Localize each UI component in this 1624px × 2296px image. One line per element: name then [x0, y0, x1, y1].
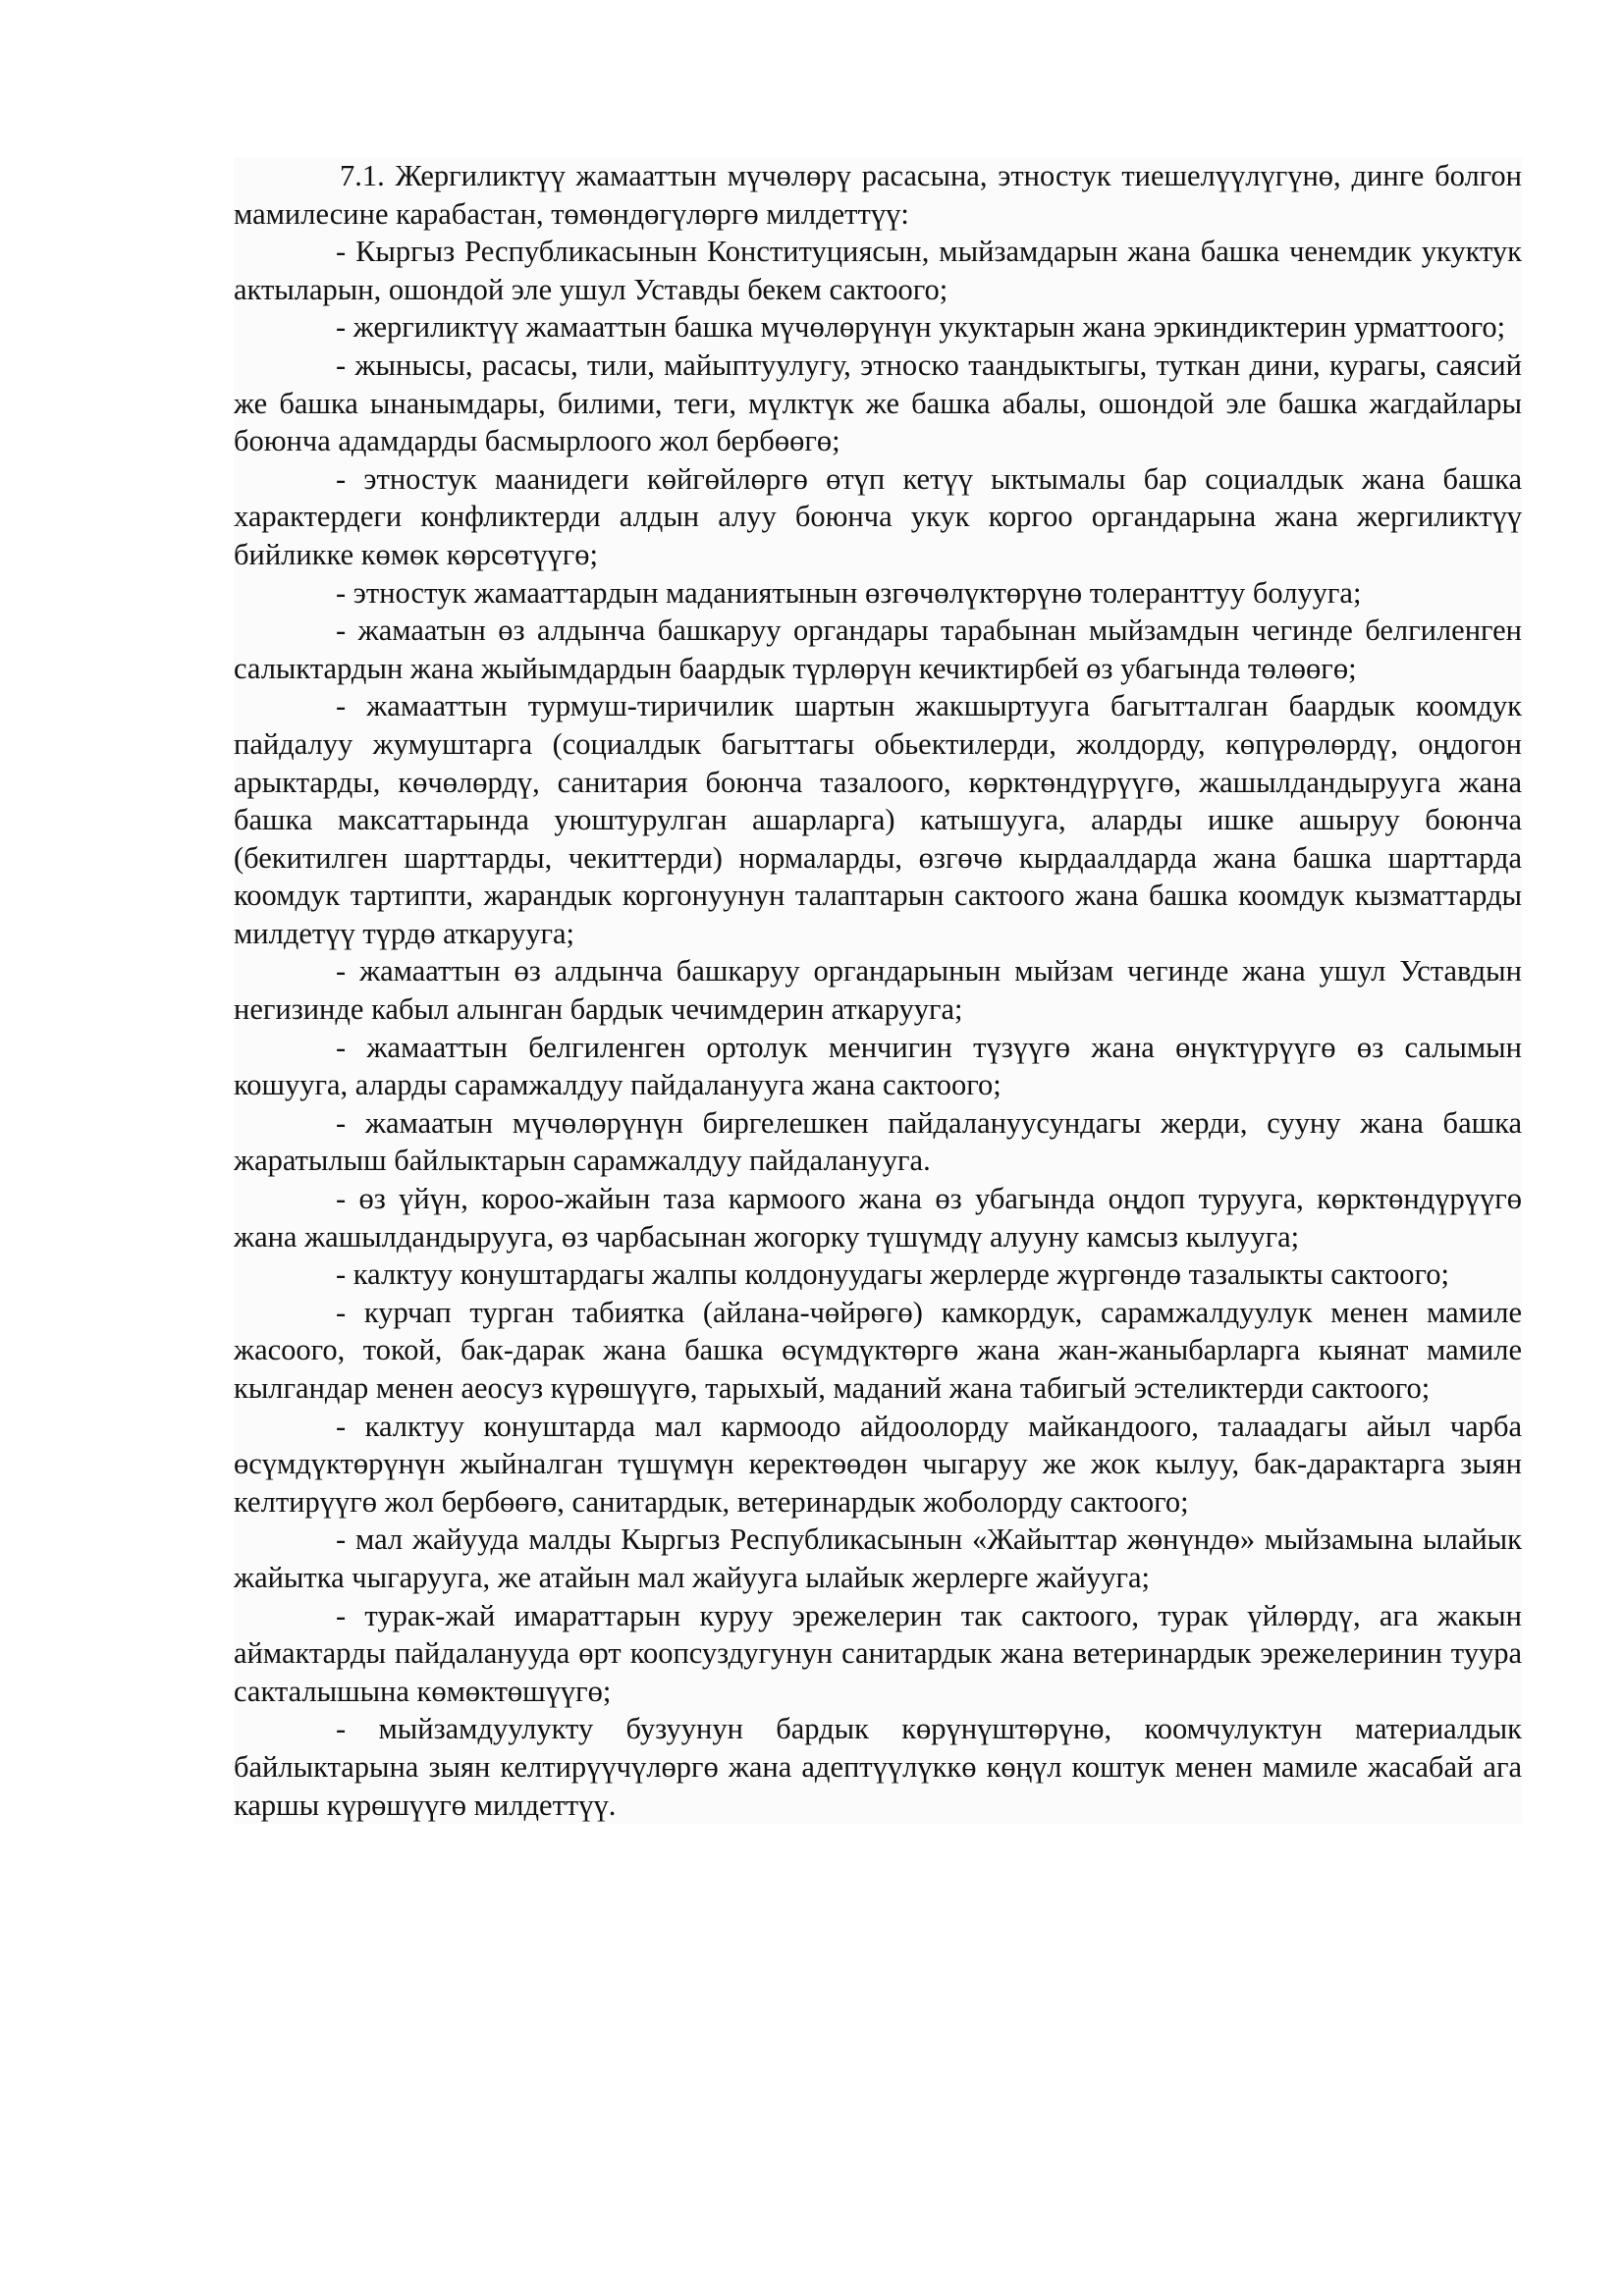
paragraph-obligation: - жамаатын өз алдынча башкаруу органдары тарабынан мыйзамдын чегинде белгиленген салыктардын жана жыйымдардын баардык түрлөрүн кечиктирбей өз убагында төлөөгө; [234, 614, 1522, 685]
paragraph-intro: 7.1. Жергиликтүү жамааттын мүчөлөрү расасына, этностук тиешелүүлүгүнө, динге болгон мамилесине карабастан, төмөндөгүлөргө милдеттүү: [234, 159, 1522, 231]
paragraph-obligation: - калктуу конуштарда мал кармоодо айдоолорду майкандоого, талаадагы айыл чарба өсүмдүктөрүнүн жыйналган түшүмүн керектөөдөн чыгаруу же жок кылуу, бак-дарактарга зыян келтирүүгө жол бербөөгө, санитардык, ветеринардык жоболорду сактоого; [234, 1409, 1522, 1519]
paragraph-obligation: - курчап турган табиятка (айлана-чөйрөгө) камкордук, сарамжалдуулук менен мамиле жасоого, токой, бак-дарак жана башка өсүмдүктөргө жана жан-жаныбарларга кыянат мамиле кылгандар менен аеосуз күрөшүүгө, тарыхый, маданий жана табигый эстеликтерди сактоого; [234, 1295, 1522, 1405]
paragraph-obligation: - жергиликтүү жамааттын башка мүчөлөрүнүн укуктарын жана эркиндиктерин урматтоого; [336, 310, 1506, 345]
paragraph-obligation: - турак-жай имараттарын куруу эрежелерин так сактоого, турак үйлөрдү, ага жакын аймактарды пайдаланууда өрт коопсуздугунун санитардык жана ветеринардык эрежелеринин туура сакталышына көмөктөшүүгө; [234, 1598, 1522, 1708]
paragraph-obligation: - этностук жамааттардын маданиятынын өзгөчөлүктөрүнө толеранттуу болууга; [336, 575, 1362, 610]
paragraph-obligation: - жынысы, расасы, тили, майыптуулугу, этноско таандыктыгы, туткан дини, курагы, саясий же башка ынанымдары, билими, теги, мүлктүк же башка абалы, ошондой эле башка жагдайлары боюнча адамдарды басмырлоого жол бербөөгө; [234, 347, 1522, 458]
paragraph-obligation: - жамааттын өз алдынча башкаруу органдарынын мыйзам чегинде жана ушул Уставдын негизинде кабыл алынган бардык чечимдерин аткарууга; [234, 954, 1522, 1027]
paragraph-obligation: - этностук маанидеги көйгөйлөргө өтүп кетүү ыктымалы бар социалдык жана башка характердеги конфликтерди алдын алуу боюнча укук коргоо органдарына жана жергиликтүү бийликке көмөк көрсөтүүгө; [234, 461, 1522, 571]
paragraph-obligation: - өз үйүн, короо-жайын таза кармоого жана өз убагында оңдоп турууга, көрктөндүрүүгө жана жашылдандырууга, өз чарбасынан жогорку түшүмдү алууну камсыз кылууга; [234, 1182, 1522, 1254]
paragraph-obligation: - мыйзамдуулукту бузуунун бардык көрүнүштөрүнө, коомчулуктун материалдык байлыктарына зыян келтирүүчүлөргө жана адептүүлүккө көңүл коштук менен мамиле жасабай ага каршы күрөшүүгө милдеттүү. [234, 1712, 1522, 1822]
document-body [234, 157, 1522, 1824]
paragraph-obligation: - жамааттын турмуш-тиричилик шартын жакшыртууга багытталган баардык коомдук пайдалуу жумуштарга (социалдык багыттагы обьектилерди, жолдорду, көпүрөлөрдү, оңдогон арыктарды, көчөлөрдү, санитария боюнча тазалоого, көрктөндүрүүгө, жашылдандырууга жана башка максаттарында уюштурулган ашарларга) катышууга, аларды ишке ашыруу боюнча (бекитилген шарттарды, чекиттерди) нормаларды, өзгөчө кырдаалдарда жана башка шарттарда коомдук тартипти, жарандык коргонуунун талаптарын сактоого жана башка коомдук кызматтарды милдетүү түрдө аткарууга; [234, 689, 1522, 950]
paragraph-obligation: - жамааттын белгиленген ортолук менчигин түзүүгө жана өнүктүрүүгө өз салымын кошууга, аларды сарамжалдуу пайдаланууга жана сактоого; [234, 1030, 1522, 1102]
paragraph-obligation: - калктуу конуштардагы жалпы колдонуудагы жерлерде жүргөндө тазалыкты сактоого; [336, 1257, 1450, 1292]
paragraph-obligation: - Кыргыз Республикасынын Конституциясын, мыйзамдарын жана башка ченемдик укуктук актыларын, ошондой эле ушул Уставды бекем сактоого; [234, 235, 1522, 306]
paragraph-obligation: - жамаатын мүчөлөрүнүн биргелешкен пайдалануусундагы жерди, сууну жана башка жаратылыш байлыктарын сарамжалдуу пайдаланууга. [234, 1105, 1522, 1178]
paragraph-obligation: - мал жайууда малды Кыргыз Республикасынын «Жайыттар жөнүндө» мыйзамына ылайык жайытка чыгарууга, же атайын мал жайууга ылайык жерлерге жайууга; [234, 1522, 1522, 1594]
